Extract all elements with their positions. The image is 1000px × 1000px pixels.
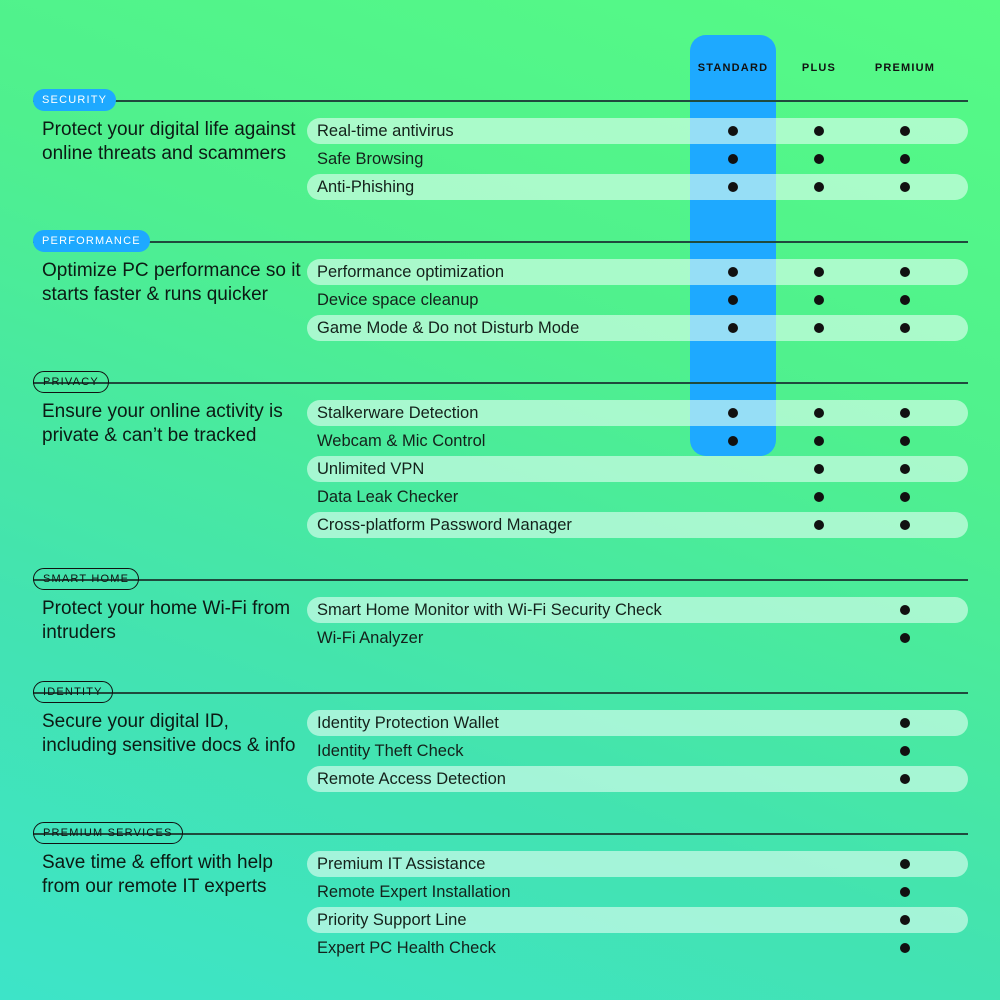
column-header-premium: PREMIUM	[874, 62, 936, 74]
feature-label: Device space cleanup	[317, 291, 479, 309]
included-dot-standard	[728, 323, 738, 333]
feature-label: Expert PC Health Check	[317, 939, 496, 957]
section-description-smart-home: Protect your home Wi-Fi from intruders	[42, 598, 291, 643]
included-dot-premium	[900, 126, 910, 136]
section-tag-premium-services: PREMIUM SERVICES	[33, 822, 183, 844]
included-dot-standard	[728, 267, 738, 277]
feature-row	[307, 287, 968, 313]
feature-label: Remote Access Detection	[317, 770, 506, 788]
included-dot-plus	[814, 323, 824, 333]
included-dot-premium	[900, 520, 910, 530]
included-dot-premium	[900, 408, 910, 418]
feature-label: Smart Home Monitor with Wi-Fi Security Check	[317, 601, 662, 619]
included-dot-premium	[900, 464, 910, 474]
included-dot-standard	[728, 154, 738, 164]
feature-label: Webcam & Mic Control	[317, 432, 486, 450]
feature-row	[307, 428, 968, 454]
section-description-privacy: Ensure your online activity is private & can’t be tracked	[42, 401, 283, 446]
section-tag-smart-home: SMART HOME	[33, 568, 139, 590]
included-dot-plus	[814, 154, 824, 164]
included-dot-plus	[814, 126, 824, 136]
column-header-standard: STANDARD	[697, 62, 769, 74]
included-dot-premium	[900, 154, 910, 164]
feature-label: Game Mode & Do not Disturb Mode	[317, 319, 580, 337]
section-divider	[33, 579, 968, 581]
section-tag-privacy: PRIVACY	[33, 371, 109, 393]
feature-label: Safe Browsing	[317, 150, 424, 168]
section-tag-performance: PERFORMANCE	[33, 230, 150, 252]
included-dot-premium	[900, 182, 910, 192]
included-dot-premium	[900, 323, 910, 333]
included-dot-premium	[900, 492, 910, 502]
included-dot-premium	[900, 633, 910, 643]
section-description-premium-services: Save time & effort with help from our remote IT experts	[42, 852, 273, 897]
included-dot-plus	[814, 464, 824, 474]
included-dot-standard	[728, 436, 738, 446]
feature-row	[307, 315, 968, 341]
feature-row	[307, 935, 968, 961]
feature-label: Premium IT Assistance	[317, 855, 486, 873]
feature-label: Stalkerware Detection	[317, 404, 479, 422]
section-description-security: Protect your digital life against online threats and scammers	[42, 119, 296, 164]
feature-row	[307, 118, 968, 144]
included-dot-premium	[900, 915, 910, 925]
feature-row	[307, 597, 968, 623]
feature-label: Remote Expert Installation	[317, 883, 511, 901]
feature-label: Data Leak Checker	[317, 488, 459, 506]
included-dot-plus	[814, 267, 824, 277]
included-dot-plus	[814, 295, 824, 305]
included-dot-plus	[814, 436, 824, 446]
section-divider	[33, 241, 968, 243]
feature-row	[307, 738, 968, 764]
feature-label: Real-time antivirus	[317, 122, 454, 140]
feature-row	[307, 879, 968, 905]
included-dot-premium	[900, 267, 910, 277]
section-description-identity: Secure your digital ID, including sensitive docs & info	[42, 711, 296, 756]
feature-label: Wi-Fi Analyzer	[317, 629, 424, 647]
feature-label: Anti-Phishing	[317, 178, 415, 196]
included-dot-plus	[814, 520, 824, 530]
feature-label: Identity Protection Wallet	[317, 714, 499, 732]
feature-row	[307, 710, 968, 736]
included-dot-standard	[728, 295, 738, 305]
included-dot-standard	[728, 126, 738, 136]
feature-row	[307, 766, 968, 792]
feature-row	[307, 146, 968, 172]
section-tag-security: SECURITY	[33, 89, 116, 111]
section-tag-identity: IDENTITY	[33, 681, 113, 703]
included-dot-standard	[728, 408, 738, 418]
feature-row	[307, 907, 968, 933]
included-dot-plus	[814, 408, 824, 418]
feature-label: Identity Theft Check	[317, 742, 464, 760]
included-dot-premium	[900, 859, 910, 869]
included-dot-premium	[900, 436, 910, 446]
included-dot-premium	[900, 295, 910, 305]
included-dot-premium	[900, 746, 910, 756]
included-dot-premium	[900, 943, 910, 953]
included-dot-premium	[900, 718, 910, 728]
feature-row	[307, 456, 968, 482]
feature-row	[307, 400, 968, 426]
feature-label: Unlimited VPN	[317, 460, 425, 478]
feature-label: Priority Support Line	[317, 911, 467, 929]
feature-row	[307, 259, 968, 285]
feature-row	[307, 484, 968, 510]
included-dot-premium	[900, 774, 910, 784]
feature-row	[307, 625, 968, 651]
included-dot-premium	[900, 605, 910, 615]
included-dot-premium	[900, 887, 910, 897]
feature-label: Performance optimization	[317, 263, 505, 281]
section-divider	[33, 382, 968, 384]
standard-column-highlight	[690, 35, 776, 456]
feature-label: Cross-platform Password Manager	[317, 516, 572, 534]
section-description-performance: Optimize PC performance so it starts faster & runs quicker	[42, 260, 301, 305]
feature-row	[307, 512, 968, 538]
section-divider	[33, 100, 968, 102]
feature-row	[307, 851, 968, 877]
feature-row	[307, 174, 968, 200]
included-dot-plus	[814, 182, 824, 192]
column-header-plus: PLUS	[801, 62, 837, 74]
section-divider	[33, 692, 968, 694]
included-dot-standard	[728, 182, 738, 192]
included-dot-plus	[814, 492, 824, 502]
